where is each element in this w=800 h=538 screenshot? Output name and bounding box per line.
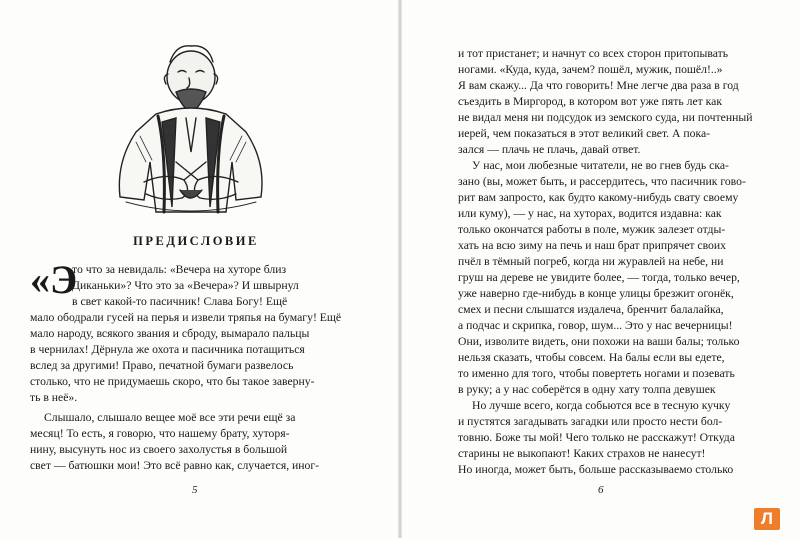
publisher-logo: Л <box>754 508 780 530</box>
text-line: а подчас и скрипка, говор, шум... Это у нас вечерницы! <box>458 319 733 332</box>
page-number-right: 6 <box>598 484 604 496</box>
text-line: съездить в Миргород, в котором вот уже пять лет как <box>458 95 723 108</box>
text-line: товню. Боже ты мой! Чего только не расскажут! Откуда <box>458 431 735 444</box>
text-line: рит вам запросто, как будто какому-нибудь свату своему <box>458 191 739 204</box>
text-line: смех и песни слышатся издалеча, бренчит балалайка, <box>458 303 724 316</box>
text-line: то что за невидаль: «Вечера на хуторе близ <box>72 263 287 276</box>
text-line: только окончатся работы в поле, мужик залезет отды- <box>458 223 726 236</box>
text-line: Но лучше всего, когда собьются все в тесную кучку <box>472 399 731 412</box>
text-line: ть в неё». <box>30 391 78 404</box>
text-line: или куму), — у нас, на хуторах, водится издавна: как <box>458 207 722 220</box>
text-line: и тот пристанет; и начнут со всех сторон притопывать <box>458 47 729 60</box>
text-line: уже наверно где-нибудь в конце улицы брезжит огонёк, <box>458 287 734 300</box>
text-line: Они, изволите видеть, они похожи на ваши балы; только <box>458 335 740 348</box>
text-line: месяц! То есть, я говорю, что нашему брату, хуторя- <box>30 427 290 440</box>
text-line: нину, высунуть нос из своего захолустья в большой <box>30 443 288 456</box>
text-line: Диканьки»? Что это за «Вечера»? И швырнул <box>72 279 299 292</box>
drop-cap: «Э <box>30 257 78 302</box>
right-page <box>402 0 800 538</box>
text-line: не видал меня ни подсудок из земского суда, ни почтенный <box>458 111 753 124</box>
left-page <box>0 0 398 538</box>
preface-heading: ПРЕДИСЛОВИЕ <box>133 234 259 248</box>
text-line: вслед за другими! Право, печатной бумаги развелось <box>30 359 294 372</box>
text-line: Но иногда, может быть, больше рассказываемо столько <box>458 463 734 476</box>
beekeeper-illustration-icon <box>96 22 286 232</box>
text-line: мало ободрали гусей на перья и извели тряпья на бумагу! Ещё <box>30 311 342 324</box>
text-line: столько, что не придумаешь скоро, что бы такое заверну- <box>30 375 315 388</box>
text-line: зано (вы, может быть, и рассердитесь, что пасичник гово- <box>458 175 746 188</box>
text-line: в чернилах! Дёрнула же охота и пасичника потащиться <box>30 343 305 356</box>
text-line: У нас, мои любезные читатели, не во гнев будь ска- <box>472 159 729 172</box>
text-line: мало народу, всякого звания и сброду, вымарало пальцы <box>30 327 310 340</box>
text-line: нельзя сказать, чтобы совсем. На балы если вы едете, <box>458 351 725 364</box>
text-line: Я вам скажу... Да что говорить! Мне легче два раза в год <box>458 79 739 92</box>
text-line: ногами. «Куда, куда, зачем? пошёл, мужик, пошёл!..» <box>458 63 723 76</box>
text-line: в руку; а у нас соберётся в одну хату толпа девушек <box>458 383 716 396</box>
text-line: Слышало, слышало вещее моё все эти речи ещё за <box>44 411 296 424</box>
page-number-left: 5 <box>192 484 198 496</box>
text-line: в свет какой-то пасичник! Слава Богу! Ещё <box>72 295 288 308</box>
text-line: старины не выкопают! Каких страхов не нанесут! <box>458 447 706 460</box>
text-line: то именно для того, чтобы повертеть ногами и позевать <box>458 367 735 380</box>
text-line: иерей, чем показаться в этот великий свет. А пока- <box>458 127 711 140</box>
text-line: пчёл в тёмный погреб, когда ни журавлей на небе, ни <box>458 255 724 268</box>
text-line: и пустятся загадывать загадки или просто нести бол- <box>458 415 723 428</box>
text-line: свет — батюшки мои! Это всё равно как, случается, иног- <box>30 459 320 472</box>
text-line: груш на дереве не увидите более, — тогда, только вечер, <box>458 271 740 284</box>
text-line: зался — плачь не плачь, давай ответ. <box>458 143 641 156</box>
text-line: хать на всю зиму на печь и наш брат припрячет своих <box>458 239 727 252</box>
